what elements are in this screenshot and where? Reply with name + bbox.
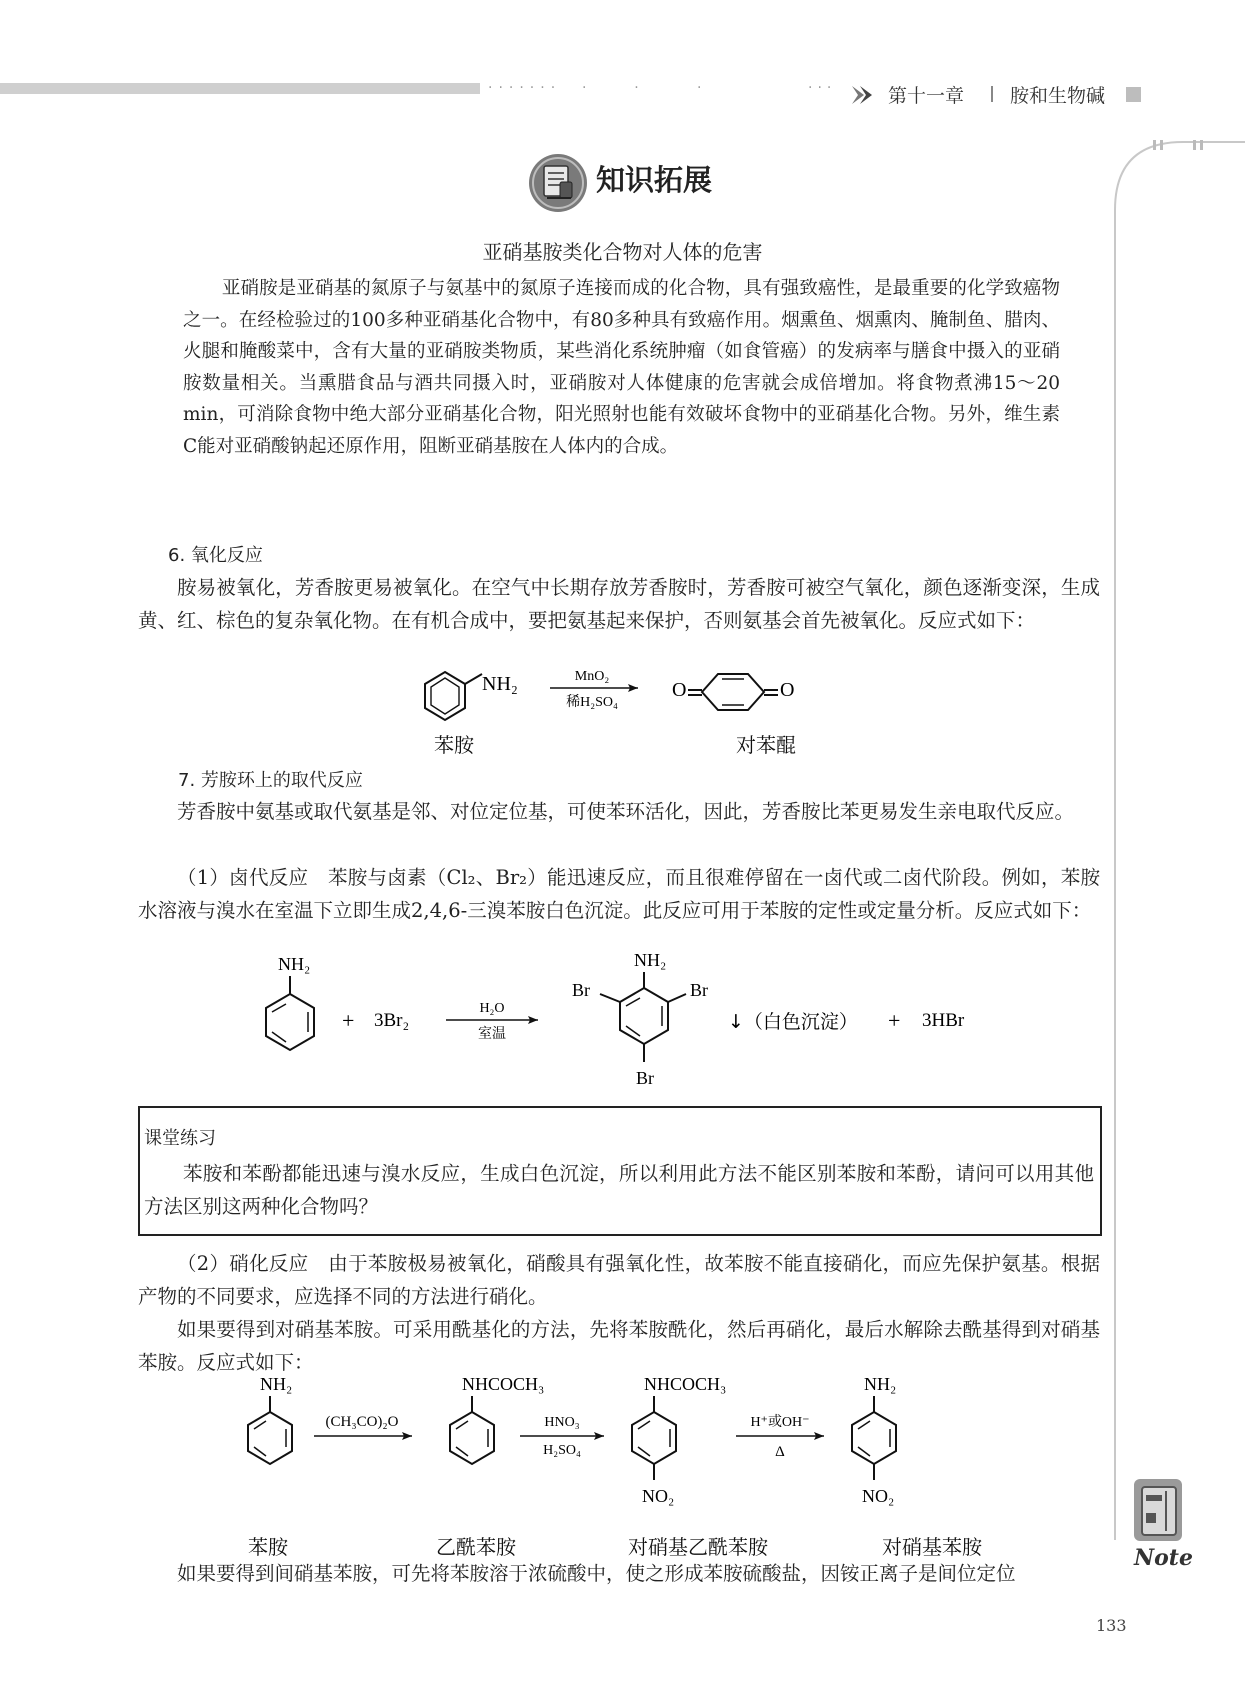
scheme-name-3: 对硝基乙酰苯胺 xyxy=(628,1535,768,1559)
header-separator xyxy=(991,86,993,102)
quinone-o-right: O xyxy=(780,679,795,701)
scheme-name-1: 苯胺 xyxy=(248,1535,288,1559)
scheme-g3-para: NO₂ xyxy=(642,1486,675,1506)
header-dots: ······· · · · xyxy=(488,80,708,96)
bromo-bottom: Br xyxy=(636,1068,654,1088)
nitration-paragraph-3: 如果要得到间硝基苯胺，可先将苯胺溶于浓硫酸中，使之形成苯胺硫酸盐，因铵正离子是间位定位 xyxy=(177,1562,1016,1585)
oxidation-reaction xyxy=(390,660,870,740)
oxidation-reagent-bottom: 稀H₂SO₄ xyxy=(566,695,618,710)
oxidation-product-name: 对苯醌 xyxy=(736,733,796,757)
nitration-scheme xyxy=(230,1372,1030,1512)
header-dots-right: ··· xyxy=(808,80,837,96)
header-square-icon xyxy=(1126,87,1141,102)
scheme-g4: NH₂ xyxy=(864,1374,897,1394)
side-margin-curve xyxy=(1113,140,1245,1540)
scheme-name-4: 对硝基苯胺 xyxy=(882,1535,982,1559)
bromination-reagent: 3Br₂ xyxy=(374,1010,410,1031)
scheme-step2-bottom: H₂SO₄ xyxy=(543,1443,581,1458)
oxidation-reagent-top: MnO₂ xyxy=(574,669,610,684)
scheme-g2: NHCOCH₃ xyxy=(462,1374,545,1394)
bromo-left: Br xyxy=(572,980,590,1000)
scheme-g1: NH₂ xyxy=(260,1374,293,1394)
section-7-heading: 7. 芳胺环上的取代反应 xyxy=(178,770,363,791)
knowledge-paragraph: 亚硝胺是亚硝基的氮原子与氨基中的氮原子连接而成的化合物，具有强致癌性，是最重要的化学致癌物之一。在经检验过的100多种亚硝基化合物中，有80多种具有致癌作用。烟熏鱼、烟熏肉、腌制鱼、腊肉、火腿和腌酸菜中，含有大量的亚硝胺类物质，某些消化系统肿瘤（如食管癌）的发病率与膳食中摄入的亚硝胺数量相关。当熏腊食品与酒共同摄入时，亚硝胺对人体健康的危害就会成倍增加。将食物煮沸15～20 min，可消除食物中绝大部分亚硝基化合物，阳光照射也能有效破坏食物中的亚硝基化合物。另外，维生素C能对亚硝酸钠起还原作用，阻断亚硝基胺在人体内的合成。 xyxy=(183,278,1060,457)
chapter-label: 第十一章 xyxy=(888,85,965,107)
note-label: Note xyxy=(1134,1545,1193,1571)
scheme-name-2: 乙酰苯胺 xyxy=(436,1535,516,1559)
section-6-heading: 6. 氧化反应 xyxy=(168,545,263,566)
quinone-o-left: O xyxy=(672,679,687,701)
knowledge-banner: 知识拓展 xyxy=(596,163,713,197)
halogenation-paragraph: （1）卤代反应 苯胺与卤素（Cl₂、Br₂）能迅速反应，而且很难停留在一卤代或二卤代阶段。例如，苯胺水溶液与溴水在室温下立即生成2,4,6-三溴苯胺白色沉淀。此反应可用于苯胺的定性或定量分析。反应式如下： xyxy=(138,866,1100,922)
practice-heading: 课堂练习 xyxy=(144,1128,216,1149)
knowledge-subtitle: 亚硝基胺类化合物对人体的危害 xyxy=(482,240,763,264)
bromination-plus-2: + xyxy=(888,1008,901,1033)
bromination-reactant-group: NH₂ xyxy=(278,954,311,974)
bromination-plus-1: + xyxy=(342,1008,355,1033)
bromination-reaction xyxy=(250,948,1010,1098)
nitration-paragraph-2: 如果要得到对硝基苯胺。可采用酰基化的方法，先将苯胺酰化，然后再硝化，最后水解除去酰基得到对硝基苯胺。反应式如下： xyxy=(138,1318,1100,1374)
scheme-g3: NHCOCH₃ xyxy=(644,1374,727,1394)
scheme-step3-top: H⁺或OH⁻ xyxy=(750,1415,810,1430)
practice-text: 苯胺和苯酚都能迅速与溴水反应，生成白色沉淀，所以利用此方法不能区别苯胺和苯酚，请问可以用其他方法区别这两种化合物吗？ xyxy=(144,1162,1094,1218)
precipitate-note: ↓（白色沉淀） xyxy=(728,1011,858,1033)
bromination-cond-bottom: 室温 xyxy=(478,1027,506,1042)
section-6-paragraph: 胺易被氧化，芳香胺更易被氧化。在空气中长期存放芳香胺时，芳香胺可被空气氧化，颜色逐渐变深，生成黄、红、棕色的复杂氧化物。在有机合成中，要把氨基起来保护，否则氨基会首先被氧化。反应式如下： xyxy=(138,576,1100,632)
chapter-title: 胺和生物碱 xyxy=(1010,85,1106,107)
bromo-right: Br xyxy=(690,980,708,1000)
page-number: 133 xyxy=(1096,1616,1127,1635)
section-7-paragraph: 芳香胺中氨基或取代氨基是邻、对位定位基，可使苯环活化，因此，芳香胺比苯更易发生亲电取代反应。 xyxy=(177,800,1075,823)
header-bar xyxy=(0,83,480,94)
oxidation-reactant-name: 苯胺 xyxy=(434,733,474,757)
bromination-cond-top: H₂O xyxy=(479,1001,505,1016)
scheme-g4-para: NO₂ xyxy=(862,1486,895,1506)
nitration-paragraph-1: （2）硝化反应 由于苯胺极易被氧化，硝酸具有强氧化性，故苯胺不能直接硝化，而应先保护氨基。根据产物的不同要求，应选择不同的方法进行硝化。 xyxy=(138,1252,1100,1308)
scheme-step3-bottom: Δ xyxy=(775,1444,785,1460)
knowledge-icon xyxy=(527,152,589,214)
header-arrow-icon xyxy=(850,84,876,106)
oxidation-reactant-group: NH₂ xyxy=(482,673,518,695)
note-icon xyxy=(1130,1477,1202,1573)
bromination-byproduct: 3HBr xyxy=(922,1010,965,1031)
bromination-product-top: NH₂ xyxy=(634,950,667,970)
scheme-step1: (CH₃CO)₂O xyxy=(325,1414,399,1430)
scheme-step2-top: HNO₃ xyxy=(544,1415,580,1430)
